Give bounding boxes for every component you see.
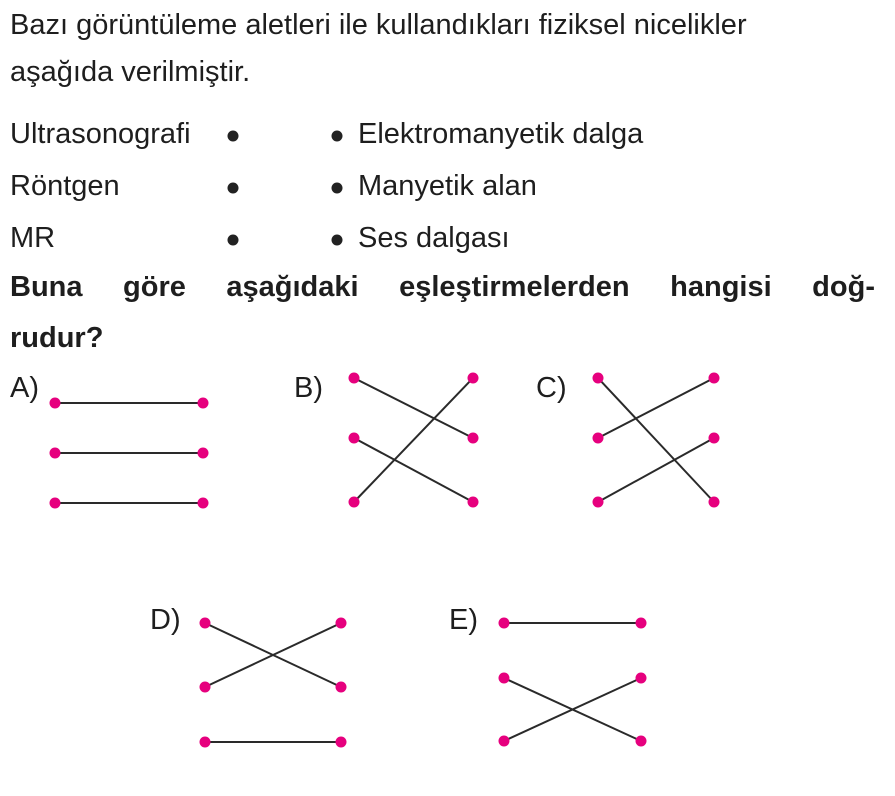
left-bullet-1	[228, 131, 239, 142]
option-e-left-dot-3	[499, 736, 510, 747]
option-a-right-dot-3	[198, 498, 209, 509]
option-d-right-dot-1	[336, 618, 347, 629]
option-e-left-dot-2	[499, 673, 510, 684]
question-line-1: Buna göre aşağıdaki eşleştirmelerden hangisi doğ-	[10, 271, 875, 303]
option-c-right-dot-2	[709, 433, 720, 444]
option-d-left-dot-1	[200, 618, 211, 629]
right-bullet-2	[332, 183, 343, 194]
intro-line-2: aşağıda verilmiştir.	[10, 56, 251, 88]
option-a-left-dot-1	[50, 398, 61, 409]
option-c-left-dot-1	[593, 373, 604, 384]
option-b-label[interactable]: B)	[294, 372, 323, 404]
option-a-left-dot-3	[50, 498, 61, 509]
right-item-ses: Ses dalgası	[358, 222, 510, 254]
option-a-right-dot-2	[198, 448, 209, 459]
option-e-label[interactable]: E)	[449, 604, 478, 636]
option-c-line-3	[598, 438, 714, 502]
option-b-right-dot-2	[468, 433, 479, 444]
option-d-left-dot-3	[200, 737, 211, 748]
option-b-left-dot-1	[349, 373, 360, 384]
option-a-right-dot-1	[198, 398, 209, 409]
option-e-right-dot-2	[636, 673, 647, 684]
option-a-label[interactable]: A)	[10, 372, 39, 404]
option-b-line-2	[354, 438, 473, 502]
option-d-right-dot-2	[336, 682, 347, 693]
option-d-right-dot-3	[336, 737, 347, 748]
right-bullet-1	[332, 131, 343, 142]
option-a-left-dot-2	[50, 448, 61, 459]
option-b-line-3	[354, 378, 473, 502]
option-c-right-dot-3	[709, 497, 720, 508]
right-bullet-3	[332, 235, 343, 246]
option-c-left-dot-2	[593, 433, 604, 444]
option-c-line-2	[598, 378, 714, 438]
option-b-right-dot-1	[468, 373, 479, 384]
option-b-left-dot-3	[349, 497, 360, 508]
intro-line-1: Bazı görüntüleme aletleri ile kullandıkları fiziksel nicelikler	[10, 9, 747, 41]
option-b-right-dot-3	[468, 497, 479, 508]
question-line-2: rudur?	[10, 322, 104, 354]
option-d-label[interactable]: D)	[150, 604, 181, 636]
option-e-right-dot-1	[636, 618, 647, 629]
option-e-left-dot-1	[499, 618, 510, 629]
option-c-right-dot-1	[709, 373, 720, 384]
left-bullet-3	[228, 235, 239, 246]
option-c-line-1	[598, 378, 714, 502]
left-item-rontgen: Röntgen	[10, 170, 120, 202]
left-item-mr: MR	[10, 222, 56, 254]
option-e-right-dot-3	[636, 736, 647, 747]
option-c-label[interactable]: C)	[536, 372, 567, 404]
left-item-ultrasonografi: Ultrasonografi	[10, 118, 191, 150]
option-b-left-dot-2	[349, 433, 360, 444]
option-d-left-dot-2	[200, 682, 211, 693]
left-bullet-2	[228, 183, 239, 194]
right-item-elektromanyetik: Elektromanyetik dalga	[358, 118, 644, 150]
option-c-left-dot-3	[593, 497, 604, 508]
right-item-manyetik: Manyetik alan	[358, 170, 537, 202]
option-b-line-1	[354, 378, 473, 438]
